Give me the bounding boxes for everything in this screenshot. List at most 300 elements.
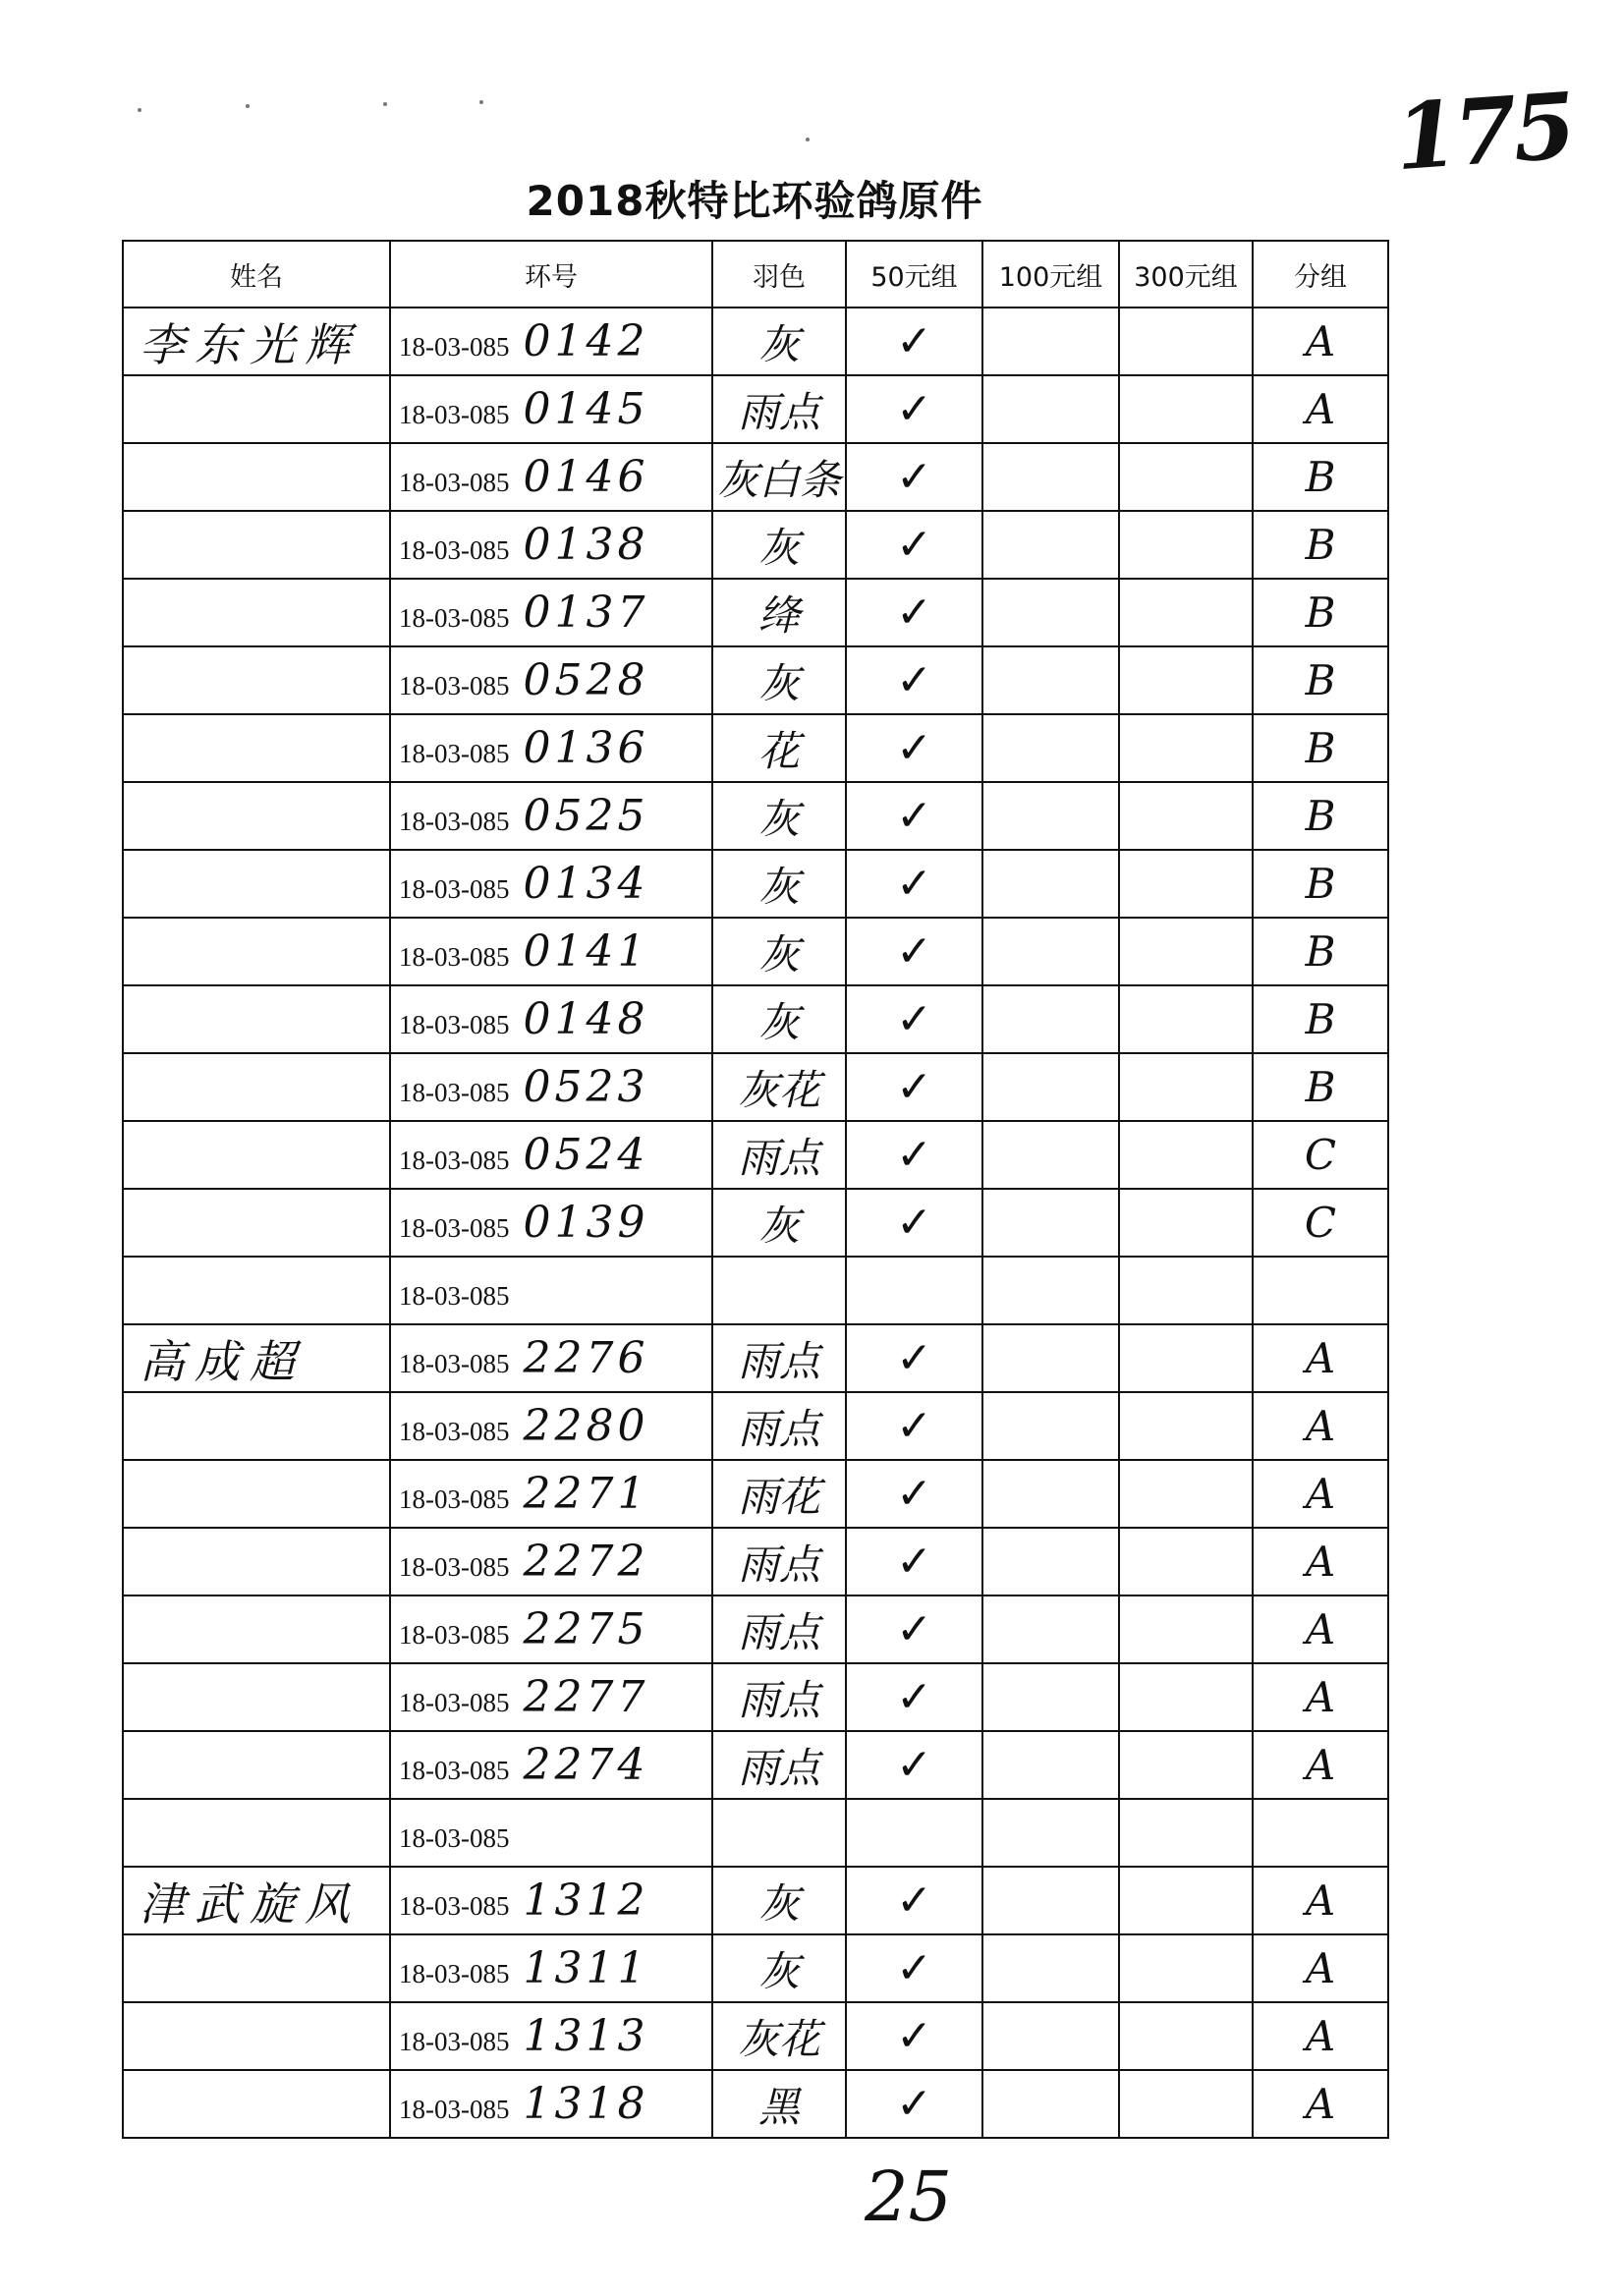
header-group-300: 300元组: [1119, 241, 1253, 308]
ring-prefix: 18-03-085: [399, 332, 510, 362]
check-mark-icon: ✓: [896, 1333, 932, 1383]
owner-name-cell: [123, 714, 390, 782]
group-letter-cell: A: [1253, 2070, 1388, 2138]
ring-suffix: 2272: [523, 1537, 649, 1587]
ring-prefix: 18-03-085: [399, 1146, 510, 1175]
group-letter-cell: B: [1253, 850, 1388, 918]
owner-name-cell: [123, 1528, 390, 1595]
check-cell-g300: [1119, 918, 1253, 985]
ring-suffix: 1313: [523, 2011, 649, 2061]
check-mark-icon: ✓: [896, 994, 932, 1044]
ring-suffix: 0139: [523, 1198, 649, 1248]
group-letter-cell: A: [1253, 375, 1388, 443]
ring-number-cell: [390, 782, 712, 850]
ring-suffix: 0523: [523, 1062, 649, 1112]
feather-color-cell: 灰: [712, 782, 846, 850]
check-cell-g100: [982, 646, 1119, 714]
feather-color-cell: 灰: [712, 308, 846, 375]
check-cell-g300: [1119, 1528, 1253, 1595]
ring-suffix: 0148: [523, 994, 649, 1044]
check-cell-g50: [846, 511, 982, 579]
check-cell-g50: [846, 1934, 982, 2002]
ring-number-cell: [390, 1934, 712, 2002]
check-mark-icon: ✓: [896, 588, 932, 638]
check-cell-g100: [982, 511, 1119, 579]
check-cell-g300: [1119, 1867, 1253, 1934]
check-cell-g100: [982, 2070, 1119, 2138]
check-cell-g50: [846, 1324, 982, 1392]
header-group: 分组: [1253, 241, 1388, 308]
ring-number-cell: [390, 1867, 712, 1934]
ring-prefix: 18-03-085: [399, 1349, 510, 1378]
check-cell-g300: [1119, 443, 1253, 511]
feather-color-cell: 灰: [712, 850, 846, 918]
check-cell-g100: [982, 1324, 1119, 1392]
ring-suffix: 0136: [523, 723, 649, 773]
feather-color-cell: 灰花: [712, 1053, 846, 1121]
check-cell-g300: [1119, 1257, 1253, 1324]
check-cell-g50: [846, 579, 982, 646]
check-cell-g100: [982, 1867, 1119, 1934]
check-cell-g50: [846, 1053, 982, 1121]
check-cell-g300: [1119, 1121, 1253, 1189]
ring-prefix: 18-03-085: [399, 1688, 510, 1717]
owner-name-cell: [123, 1663, 390, 1731]
ring-prefix: 18-03-085: [399, 1010, 510, 1039]
page-number-bottom: 25: [865, 2156, 953, 2237]
check-cell-g100: [982, 1731, 1119, 1799]
check-cell-g100: [982, 443, 1119, 511]
owner-name-cell: 高成超: [123, 1324, 390, 1392]
check-cell-g50: [846, 1392, 982, 1460]
owner-name-cell: [123, 2002, 390, 2070]
check-cell-g100: [982, 714, 1119, 782]
ring-number-cell: [390, 579, 712, 646]
ring-number-cell: [390, 1121, 712, 1189]
header-color: 羽色: [712, 241, 846, 308]
check-cell-g300: [1119, 985, 1253, 1053]
ring-suffix: 2274: [523, 1740, 649, 1790]
group-letter-cell: A: [1253, 1595, 1388, 1663]
check-mark-icon: ✓: [896, 859, 932, 909]
owner-name-cell: [123, 1731, 390, 1799]
check-cell-g300: [1119, 2002, 1253, 2070]
feather-color-cell: 灰花: [712, 2002, 846, 2070]
ring-prefix: 18-03-085: [399, 1417, 510, 1446]
owner-name-cell: 津武旋风: [123, 1867, 390, 1934]
page-number-top: 175: [1391, 72, 1576, 192]
table-row: [123, 1392, 1388, 1460]
check-cell-g300: [1119, 375, 1253, 443]
ring-prefix: 18-03-085: [399, 1078, 510, 1107]
group-letter-cell: B: [1253, 646, 1388, 714]
group-letter-cell: [1253, 1257, 1388, 1324]
group-letter-cell: B: [1253, 782, 1388, 850]
ring-suffix: 0146: [523, 452, 649, 502]
check-mark-icon: ✓: [896, 2011, 932, 2061]
ring-number-cell: [390, 2002, 712, 2070]
owner-name-cell: [123, 375, 390, 443]
check-mark-icon: ✓: [896, 926, 932, 977]
ring-suffix: 1312: [523, 1875, 649, 1926]
feather-color-cell: 雨点: [712, 1528, 846, 1595]
group-letter-cell: A: [1253, 1663, 1388, 1731]
ring-number-cell: [390, 918, 712, 985]
group-letter-cell: B: [1253, 1053, 1388, 1121]
check-cell-g300: [1119, 1731, 1253, 1799]
feather-color-cell: 雨点: [712, 375, 846, 443]
ring-prefix: 18-03-085: [399, 1620, 510, 1650]
group-letter-cell: C: [1253, 1189, 1388, 1257]
table-row: [123, 511, 1388, 579]
check-cell-g50: [846, 375, 982, 443]
ring-prefix: 18-03-085: [399, 2027, 510, 2056]
check-cell-g100: [982, 1053, 1119, 1121]
table-row: [123, 918, 1388, 985]
check-cell-g50: [846, 714, 982, 782]
ring-prefix: 18-03-085: [399, 468, 510, 497]
table-row: [123, 1189, 1388, 1257]
ring-suffix: 2277: [523, 1672, 649, 1722]
feather-color-cell: 灰: [712, 1934, 846, 2002]
check-mark-icon: ✓: [896, 1740, 932, 1790]
ring-suffix: 0141: [523, 926, 649, 977]
table-row: [123, 2070, 1388, 2138]
owner-name-cell: [123, 1257, 390, 1324]
check-cell-g300: [1119, 782, 1253, 850]
feather-color-cell: 灰: [712, 646, 846, 714]
check-cell-g50: [846, 1460, 982, 1528]
header-group-50: 50元组: [846, 241, 982, 308]
check-cell-g100: [982, 1392, 1119, 1460]
table-row: [123, 1528, 1388, 1595]
check-cell-g50: [846, 1257, 982, 1324]
owner-name-cell: [123, 646, 390, 714]
check-mark-icon: ✓: [896, 1672, 932, 1722]
ring-suffix: 2280: [523, 1401, 649, 1451]
table-row: [123, 1663, 1388, 1731]
owner-name-cell: [123, 511, 390, 579]
table-row: [123, 1053, 1388, 1121]
table-header-row: [123, 241, 1388, 308]
feather-color-cell: 灰: [712, 1867, 846, 1934]
table-row: [123, 375, 1388, 443]
group-letter-cell: A: [1253, 1731, 1388, 1799]
ring-suffix: 1318: [523, 2079, 649, 2129]
owner-name-cell: [123, 579, 390, 646]
ring-number-cell: [390, 646, 712, 714]
check-cell-g50: [846, 308, 982, 375]
owner-name-cell: [123, 1121, 390, 1189]
check-cell-g50: [846, 443, 982, 511]
ring-number-cell: [390, 985, 712, 1053]
ring-prefix: 18-03-085: [399, 807, 510, 836]
ring-prefix: 18-03-085: [399, 2095, 510, 2124]
owner-name-cell: [123, 1053, 390, 1121]
owner-name-cell: [123, 782, 390, 850]
owner-name-cell: [123, 918, 390, 985]
check-cell-g100: [982, 1460, 1119, 1528]
ring-number-cell: [390, 1257, 712, 1324]
check-cell-g50: [846, 1595, 982, 1663]
ring-number-cell: [390, 1189, 712, 1257]
check-cell-g300: [1119, 1934, 1253, 2002]
group-letter-cell: B: [1253, 918, 1388, 985]
ring-suffix: 1311: [523, 1943, 649, 1993]
ring-suffix: 2271: [523, 1469, 649, 1519]
check-cell-g100: [982, 918, 1119, 985]
ring-prefix: 18-03-085: [399, 671, 510, 700]
feather-color-cell: 雨点: [712, 1392, 846, 1460]
ring-prefix: 18-03-085: [399, 400, 510, 429]
check-cell-g300: [1119, 1595, 1253, 1663]
feather-color-cell: 灰: [712, 1189, 846, 1257]
check-cell-g300: [1119, 1053, 1253, 1121]
check-mark-icon: ✓: [896, 2079, 932, 2129]
ring-prefix: 18-03-085: [399, 1281, 510, 1311]
ring-prefix: 18-03-085: [399, 942, 510, 972]
header-name: 姓名: [123, 241, 390, 308]
table-row: [123, 1324, 1388, 1392]
table-row: [123, 1731, 1388, 1799]
feather-color-cell: 灰: [712, 985, 846, 1053]
table-row: [123, 646, 1388, 714]
table-row: [123, 850, 1388, 918]
table-row: [123, 714, 1388, 782]
header-group-100: 100元组: [982, 241, 1119, 308]
group-letter-cell: [1253, 1799, 1388, 1867]
check-cell-g50: [846, 918, 982, 985]
check-cell-g100: [982, 850, 1119, 918]
feather-color-cell: 雨花: [712, 1460, 846, 1528]
owner-name-cell: [123, 1799, 390, 1867]
check-cell-g50: [846, 782, 982, 850]
feather-color-cell: 雨点: [712, 1663, 846, 1731]
group-letter-cell: A: [1253, 1324, 1388, 1392]
check-mark-icon: ✓: [896, 1604, 932, 1654]
check-cell-g100: [982, 1257, 1119, 1324]
check-cell-g50: [846, 1663, 982, 1731]
ring-prefix: 18-03-085: [399, 1552, 510, 1582]
owner-name-cell: [123, 850, 390, 918]
feather-color-cell: 雨点: [712, 1324, 846, 1392]
table-row: [123, 1257, 1388, 1324]
ring-suffix: 2275: [523, 1604, 649, 1654]
check-cell-g300: [1119, 1460, 1253, 1528]
ring-suffix: 0142: [523, 316, 649, 366]
ring-prefix: 18-03-085: [399, 739, 510, 768]
ring-suffix: 0134: [523, 859, 649, 909]
owner-name-cell: [123, 1934, 390, 2002]
group-letter-cell: B: [1253, 579, 1388, 646]
ring-number-cell: [390, 1528, 712, 1595]
check-cell-g50: [846, 1189, 982, 1257]
check-cell-g300: [1119, 646, 1253, 714]
feather-color-cell: 灰: [712, 918, 846, 985]
group-letter-cell: B: [1253, 443, 1388, 511]
check-mark-icon: ✓: [896, 1875, 932, 1926]
check-mark-icon: ✓: [896, 1469, 932, 1519]
ring-number-cell: [390, 2070, 712, 2138]
table-row: [123, 1595, 1388, 1663]
owner-name-cell: [123, 2070, 390, 2138]
ring-suffix: 0145: [523, 384, 649, 434]
ring-prefix: 18-03-085: [399, 535, 510, 565]
check-mark-icon: ✓: [896, 791, 932, 841]
check-cell-g300: [1119, 2070, 1253, 2138]
check-mark-icon: ✓: [896, 1130, 932, 1180]
group-letter-cell: A: [1253, 1867, 1388, 1934]
group-letter-cell: B: [1253, 714, 1388, 782]
check-cell-g100: [982, 2002, 1119, 2070]
pigeon-ring-table: [122, 240, 1389, 2139]
check-cell-g50: [846, 646, 982, 714]
ring-prefix: 18-03-085: [399, 603, 510, 633]
document-title: 2018秋特比环验鸽原件: [526, 177, 983, 225]
ring-number-cell: [390, 1799, 712, 1867]
owner-name-cell: [123, 1460, 390, 1528]
check-cell-g50: [846, 2002, 982, 2070]
check-cell-g100: [982, 985, 1119, 1053]
check-cell-g300: [1119, 850, 1253, 918]
header-ring: 环号: [390, 241, 712, 308]
check-cell-g100: [982, 1934, 1119, 2002]
feather-color-cell: 灰: [712, 511, 846, 579]
owner-name-cell: [123, 1189, 390, 1257]
table-row: [123, 1867, 1388, 1934]
ring-suffix: 0138: [523, 520, 649, 570]
feather-color-cell: 雨点: [712, 1121, 846, 1189]
check-cell-g100: [982, 1528, 1119, 1595]
owner-name-cell: [123, 1595, 390, 1663]
ring-number-cell: [390, 1460, 712, 1528]
table-row: [123, 985, 1388, 1053]
check-cell-g50: [846, 1799, 982, 1867]
check-mark-icon: ✓: [896, 384, 932, 434]
ring-number-cell: [390, 1053, 712, 1121]
ring-number-cell: [390, 443, 712, 511]
ring-number-cell: [390, 1731, 712, 1799]
check-cell-g100: [982, 1121, 1119, 1189]
ring-prefix: 18-03-085: [399, 1213, 510, 1243]
ring-number-cell: [390, 850, 712, 918]
ring-suffix: 0528: [523, 655, 649, 705]
owner-name-cell: [123, 1392, 390, 1460]
check-cell-g300: [1119, 1189, 1253, 1257]
group-letter-cell: B: [1253, 985, 1388, 1053]
check-cell-g50: [846, 1528, 982, 1595]
ring-number-cell: [390, 1595, 712, 1663]
check-cell-g300: [1119, 308, 1253, 375]
check-cell-g100: [982, 579, 1119, 646]
table-row: [123, 308, 1388, 375]
group-letter-cell: A: [1253, 1460, 1388, 1528]
ring-number-cell: [390, 1324, 712, 1392]
check-cell-g100: [982, 375, 1119, 443]
table-row: [123, 1460, 1388, 1528]
check-mark-icon: ✓: [896, 316, 932, 366]
table-row: [123, 1121, 1388, 1189]
check-mark-icon: ✓: [896, 1943, 932, 1993]
check-mark-icon: ✓: [896, 452, 932, 502]
table-row: [123, 443, 1388, 511]
ring-number-cell: [390, 511, 712, 579]
check-cell-g300: [1119, 1392, 1253, 1460]
feather-color-cell: 黑: [712, 2070, 846, 2138]
check-cell-g50: [846, 1731, 982, 1799]
check-cell-g100: [982, 1799, 1119, 1867]
check-cell-g300: [1119, 511, 1253, 579]
group-letter-cell: B: [1253, 511, 1388, 579]
check-mark-icon: ✓: [896, 1401, 932, 1451]
check-cell-g50: [846, 985, 982, 1053]
feather-color-cell: 雨点: [712, 1595, 846, 1663]
owner-name-cell: [123, 443, 390, 511]
check-mark-icon: ✓: [896, 655, 932, 705]
ring-suffix: 2276: [523, 1333, 649, 1383]
group-letter-cell: A: [1253, 1934, 1388, 2002]
ring-prefix: 18-03-085: [399, 874, 510, 904]
check-cell-g100: [982, 1189, 1119, 1257]
ring-number-cell: [390, 1663, 712, 1731]
group-letter-cell: A: [1253, 308, 1388, 375]
table-row: [123, 579, 1388, 646]
feather-color-cell: [712, 1799, 846, 1867]
feather-color-cell: [712, 1257, 846, 1324]
check-cell-g50: [846, 850, 982, 918]
ring-prefix: 18-03-085: [399, 1891, 510, 1921]
check-cell-g50: [846, 2070, 982, 2138]
check-mark-icon: ✓: [896, 1198, 932, 1248]
ring-suffix: 0524: [523, 1130, 649, 1180]
owner-name-cell: 李东光辉: [123, 308, 390, 375]
feather-color-cell: 雨点: [712, 1731, 846, 1799]
ring-suffix: 0137: [523, 588, 649, 638]
check-cell-g100: [982, 1663, 1119, 1731]
ring-suffix: 0525: [523, 791, 649, 841]
check-cell-g300: [1119, 714, 1253, 782]
check-mark-icon: ✓: [896, 723, 932, 773]
table-row: [123, 782, 1388, 850]
check-cell-g50: [846, 1121, 982, 1189]
check-cell-g100: [982, 1595, 1119, 1663]
group-letter-cell: A: [1253, 1528, 1388, 1595]
feather-color-cell: 灰白条: [712, 443, 846, 511]
check-mark-icon: ✓: [896, 520, 932, 570]
check-cell-g50: [846, 1867, 982, 1934]
table-row: [123, 1799, 1388, 1867]
group-letter-cell: C: [1253, 1121, 1388, 1189]
check-cell-g300: [1119, 579, 1253, 646]
check-cell-g100: [982, 308, 1119, 375]
ring-number-cell: [390, 1392, 712, 1460]
table-body: [123, 308, 1388, 2138]
ring-prefix: 18-03-085: [399, 1484, 510, 1514]
group-letter-cell: A: [1253, 2002, 1388, 2070]
feather-color-cell: 花: [712, 714, 846, 782]
ring-number-cell: [390, 714, 712, 782]
check-cell-g300: [1119, 1799, 1253, 1867]
check-cell-g100: [982, 782, 1119, 850]
ring-prefix: 18-03-085: [399, 1959, 510, 1988]
ring-prefix: 18-03-085: [399, 1823, 510, 1853]
owner-name-cell: [123, 985, 390, 1053]
ring-number-cell: [390, 308, 712, 375]
check-cell-g300: [1119, 1663, 1253, 1731]
check-cell-g300: [1119, 1324, 1253, 1392]
table-row: [123, 2002, 1388, 2070]
group-letter-cell: A: [1253, 1392, 1388, 1460]
